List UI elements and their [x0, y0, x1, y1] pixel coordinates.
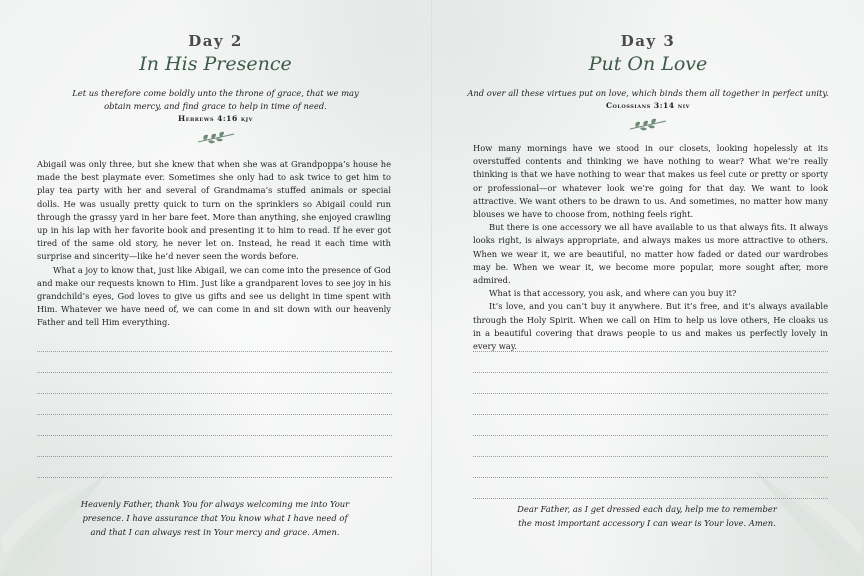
journal-line — [37, 476, 392, 478]
devotion-body — [473, 142, 828, 353]
journal-line — [37, 350, 392, 352]
journal-line — [37, 413, 392, 415]
day-heading: Day 3 — [620, 32, 676, 50]
devotion-title: In His Presence — [139, 53, 292, 75]
body-paragraph: Abigail was only three, but she knew that when she was at Grandpoppa’s house he made the best playmate ever. Sometimes she only had to ask twice to get him to play tea party with her and several of Grandmama’s stuffed animals or special dolls. He was usually pretty quick to turn on the sprinklers so Abigail could run through the grassy yard in her bare feet. More than anything, she enjoyed crawling up in his lap with her favorite book and presenting it to him to read. If he ever got tired of the same old story, he never let on. Instead, he read it each time with surprise and sincerity—like he’d never seen the words before. — [37, 159, 391, 262]
devotion-body — [37, 158, 391, 330]
journal-line — [473, 350, 828, 352]
journal-line — [473, 434, 828, 436]
journal-line — [37, 392, 392, 394]
journal-lines — [37, 340, 392, 478]
leaf-sprig-icon — [194, 131, 238, 145]
journal-line — [473, 497, 828, 499]
right-page — [432, 0, 864, 576]
day-heading: Day 2 — [188, 32, 243, 50]
journal-line — [37, 455, 392, 457]
body-paragraph: How many mornings have we stood in our closets, looking hopelessly at its overstuffed contents and thinking we have nothing to wear? What we’re really thinking is that we have nothing to wear that makes us feel cute or pretty or sporty or professional—or whatever look we’re going for that day. We want to look attractive. We want others to be drawn to us. And sometimes, no matter how many blouses we have to choose from, nothing feels right. — [473, 143, 828, 220]
scripture-verse: Let us therefore come boldly unto the throne of grace, that we may obtain mercy, and find grace to help in time of need. — [72, 88, 359, 111]
scripture-reference: Hebrews 4:16 kjv — [178, 114, 253, 123]
body-paragraph: It’s love, and you can’t buy it anywhere. But it’s free, and it’s always available through the Holy Spirit. When we call on Him to help us love others, He cloaks us in a beautiful covering that draws people to us and makes us perfectly lovely in every way. — [473, 301, 828, 352]
devotion-title: Put On Love — [588, 53, 708, 75]
closing-prayer: Heavenly Father, thank You for always welcoming me into Your presence. I have assurance that You know what I have need of and that I can always rest in Your mercy and grace. Amen. — [80, 499, 350, 537]
body-paragraph: But there is one accessory we all have available to us that always fits. It always looks right, is always appropriate, and always makes us more attractive to others. When we wear it, we are beautiful, no matter how faded or dated our wardrobes may be. When we wear it, we become more popular, more sought after, more admired. — [473, 222, 828, 286]
body-paragraph: What a joy to know that, just like Abigail, we can come into the presence of God and make our requests known to Him. Just like a grandparent loves to see joy in his grandchild’s eyes, God loves to give us gifts and see us delight in time spent with Him. Whatever we have need of, we can come in and sit down with our heavenly Father and tell Him everything. — [37, 264, 391, 328]
journal-line — [37, 434, 392, 436]
journal-line — [37, 371, 392, 373]
journal-line — [473, 392, 828, 394]
body-paragraph: What is that accessory, you ask, and where can you buy it? — [489, 288, 737, 299]
journal-lines — [473, 340, 828, 499]
closing-prayer: Dear Father, as I get dressed each day, help me to remember the most important accessory I can wear is Your love. Amen. — [517, 504, 777, 528]
journal-line — [473, 371, 828, 373]
leaf-sprig-icon — [626, 118, 670, 132]
journal-line — [473, 476, 828, 478]
journal-line — [473, 455, 828, 457]
journal-line — [473, 413, 828, 415]
scripture-reference: Colossians 3:14 niv — [605, 101, 690, 110]
scripture-verse: And over all these virtues put on love, which binds them all together in perfect unity. — [467, 88, 829, 98]
